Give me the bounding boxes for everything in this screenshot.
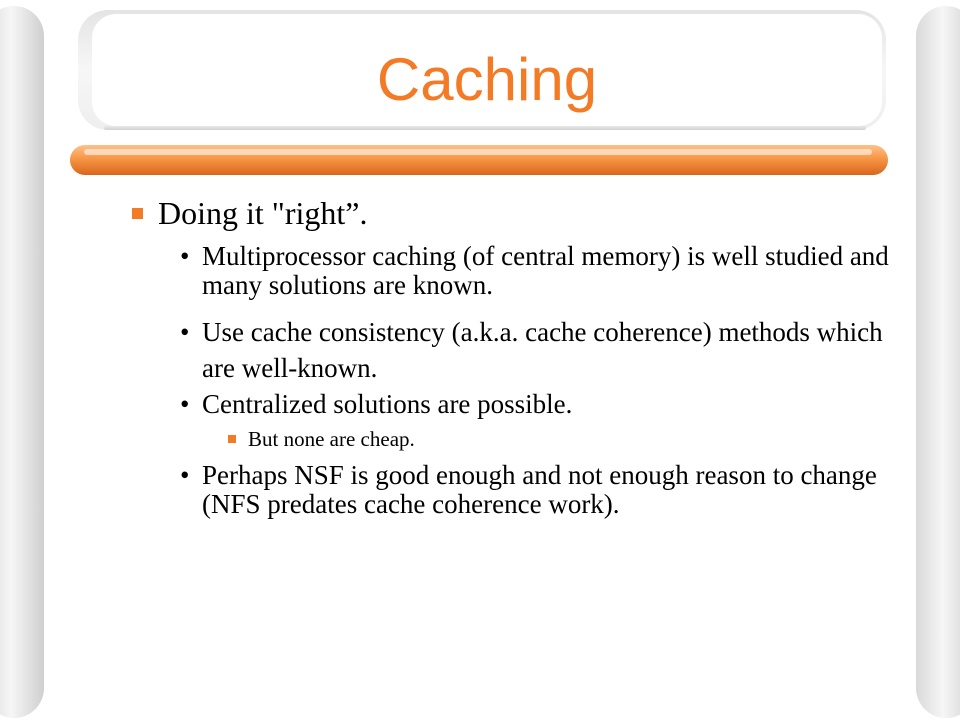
sub-bullet-centralized-solutions xyxy=(130,390,890,419)
square-bullet-icon xyxy=(228,435,236,443)
round-bullet-icon: • xyxy=(180,460,190,490)
sub-bullet-text: Multiprocessor caching (of central memory) is well studied and many solutions are known. xyxy=(202,241,889,300)
bullet-text: Doing it "right”. xyxy=(158,195,368,231)
sub-bullet-text: Perhaps NSF is good enough and not enough reason to change (NFS predates cache coherence work). xyxy=(202,460,877,519)
sub-sub-bullet-text: But none are cheap. xyxy=(248,427,415,451)
title-underline xyxy=(104,126,866,130)
left-decorative-bar xyxy=(0,6,44,718)
round-bullet-icon: • xyxy=(180,317,190,347)
orange-divider-highlight xyxy=(84,149,872,155)
square-bullet-icon xyxy=(132,208,143,219)
slide-title: Caching xyxy=(376,46,598,113)
sub-bullet-perhaps-nsf xyxy=(130,461,890,519)
sub-bullet-text: Centralized solutions are possible. xyxy=(202,389,573,419)
sub-bullet-multiprocessor-caching xyxy=(130,242,890,300)
right-decorative-bar xyxy=(916,6,960,718)
slide-body xyxy=(130,194,890,519)
bullet-doing-it-right xyxy=(130,194,890,232)
sub-bullet-text: Use cache consistency (a.k.a. cache coherence) methods which are well-known. xyxy=(202,317,883,383)
round-bullet-icon: • xyxy=(180,241,190,271)
sub-bullet-cache-consistency xyxy=(130,314,890,386)
sub-sub-bullet-none-cheap xyxy=(130,425,890,453)
round-bullet-icon: • xyxy=(180,389,190,419)
